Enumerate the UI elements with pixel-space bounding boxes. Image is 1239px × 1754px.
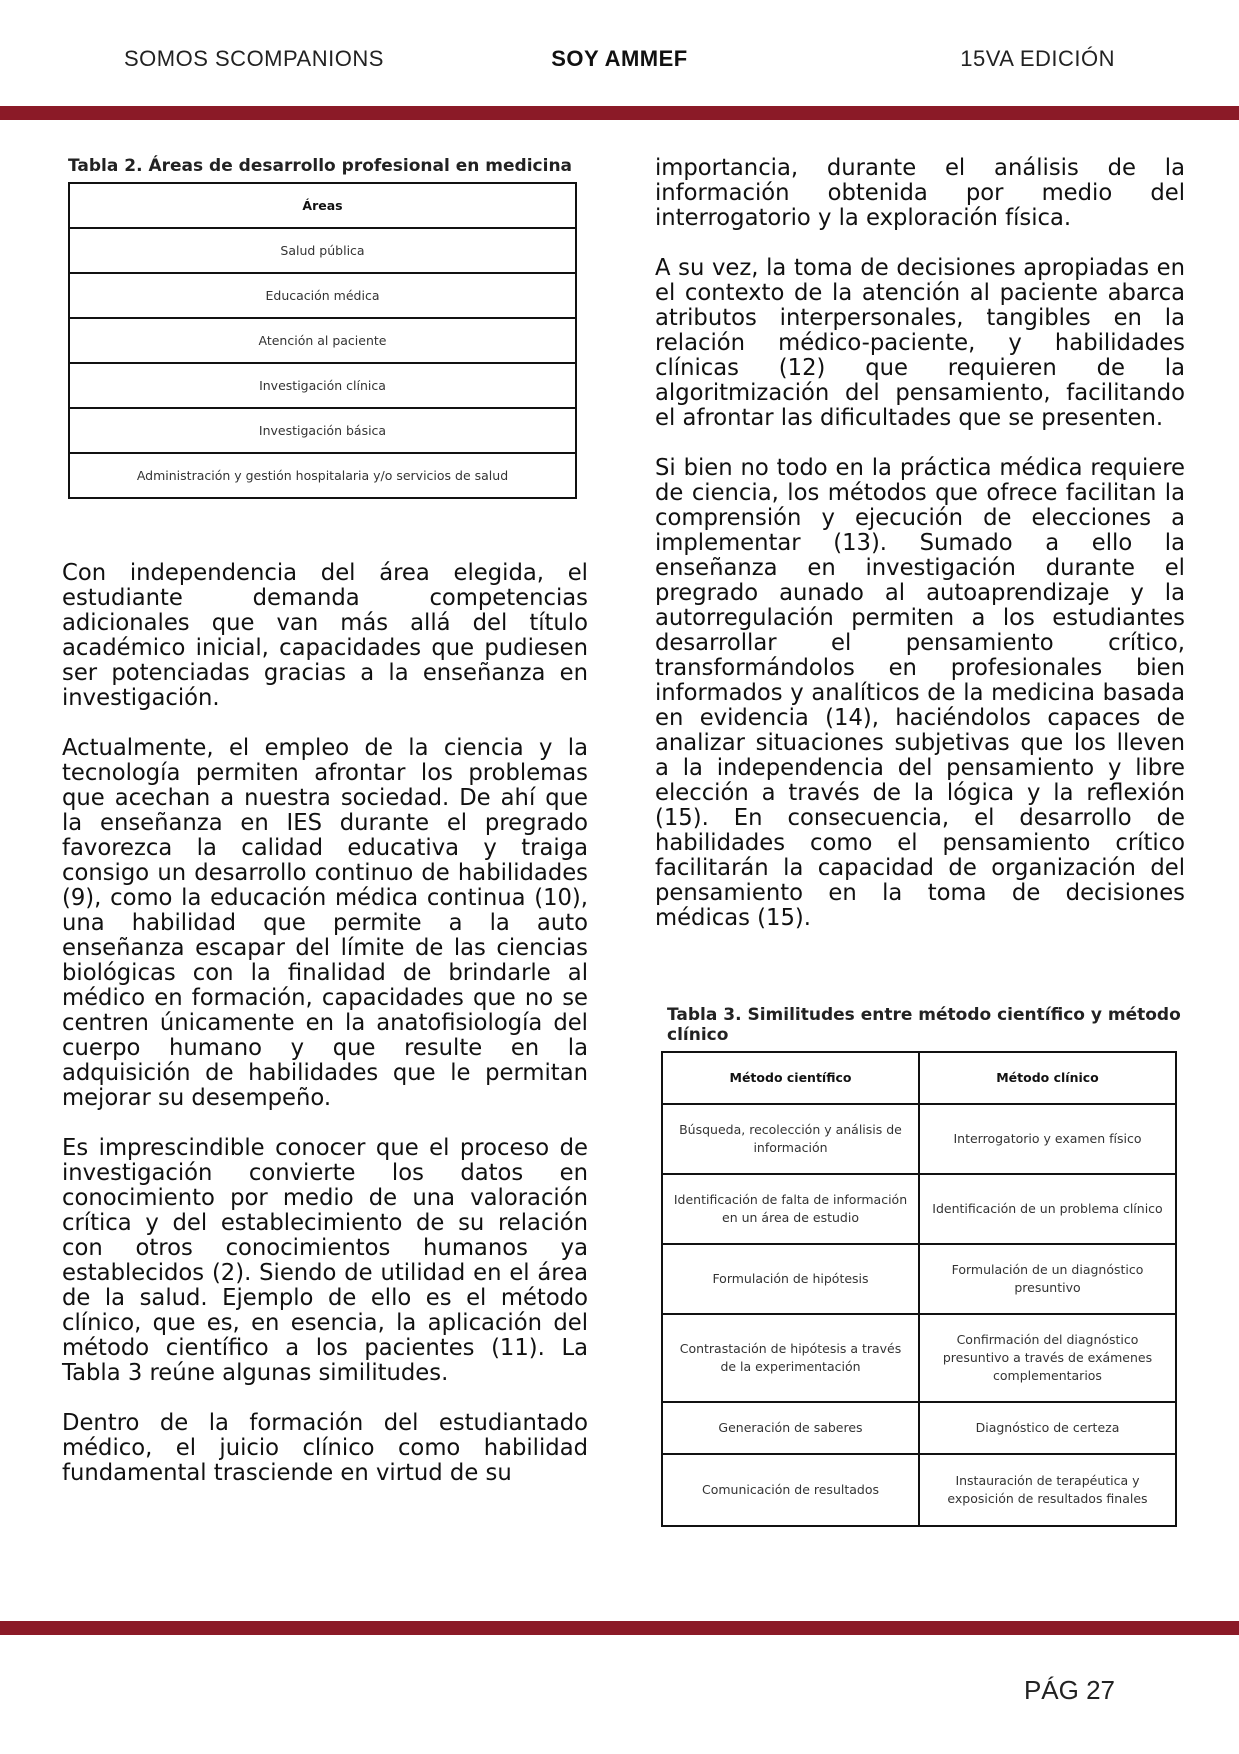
header-center-title: SOY AMMEF — [551, 46, 688, 71]
page-header — [0, 0, 1239, 110]
table2-header: Áreas — [69, 183, 576, 228]
table3-cell: Comunicación de resultados — [662, 1454, 919, 1526]
paragraph: Si bien no todo en la práctica médica requiere de ciencia, los métodos que ofrece facilitan la comprensión y ejecución de elecciones a implementar (13). Sumado a ello la enseñanza en investigación durante el pregrado aunado al autoaprendizaje y la autorregulación permiten a los estudiantes desarrollar el pensamiento crítico, transformándolos en profesionales bien informados y analíticos de la medicina basada en evidencia (14), haciéndolos capaces de analizar situaciones subjetivas que los lleven a la independencia del pensamiento y libre elección a través de la lógica y la reflexión (15). En consecuencia, el desarrollo de habilidades como el pensamiento crítico facilitarán la capacidad de organización del pensamiento en la toma de decisiones médicas (15). — [655, 455, 1185, 931]
table2-cell: Administración y gestión hospitalaria y/o servicios de salud — [69, 453, 576, 498]
paragraph: Dentro de la formación del estudiantado médico, el juicio clínico como habilidad fundamental trasciende en virtud de su — [62, 1410, 588, 1486]
table2-cell: Investigación clínica — [69, 363, 576, 408]
table3-caption: Tabla 3. Similitudes entre método científico y método clínico — [667, 1005, 1181, 1045]
table2-cell: Atención al paciente — [69, 318, 576, 363]
paragraph: A su vez, la toma de decisiones apropiadas en el contexto de la atención al paciente abarca atributos interpersonales, tangibles en la relación médico-paciente, y habilidades clínicas (12) que requieren de la algoritmización del pensamiento, facilitando el afrontar las dificultades que se presenten. — [655, 255, 1185, 431]
table3-cell: Identificación de un problema clínico — [919, 1174, 1176, 1244]
paragraph: Con independencia del área elegida, el estudiante demanda competencias adicionales que van más allá del título académico inicial, capacidades que pudiesen ser potenciadas gracias a la enseñanza en investigación. — [62, 560, 588, 711]
table3-cell: Diagnóstico de certeza — [919, 1402, 1176, 1454]
page-number: PÁG 27 — [1023, 1675, 1115, 1705]
table2-caption: Tabla 2. Áreas de desarrollo profesional en medicina — [68, 156, 573, 176]
table3-cell: Formulación de un diagnóstico presuntivo — [919, 1244, 1176, 1314]
table3-cell: Interrogatorio y examen físico — [919, 1104, 1176, 1174]
table3-cell: Formulación de hipótesis — [662, 1244, 919, 1314]
table2-cell: Salud pública — [69, 228, 576, 273]
table3-cell: Confirmación del diagnóstico presuntivo a través de exámenes complementarios — [919, 1314, 1176, 1402]
paragraph: importancia, durante el análisis de la información obtenida por medio del interrogatorio y la exploración física. — [655, 155, 1185, 231]
table3-cell: Identificación de falta de información en un área de estudio — [662, 1174, 919, 1244]
footer-rule — [0, 1621, 1239, 1635]
table3-block — [661, 1005, 1239, 1527]
table3-header-scientific: Método científico — [662, 1052, 919, 1104]
table3-cell: Instauración de terapéutica y exposición de resultados finales — [919, 1454, 1176, 1526]
table2-cell: Investigación básica — [69, 408, 576, 453]
table3-cell: Generación de saberes — [662, 1402, 919, 1454]
paragraph: Actualmente, el empleo de la ciencia y la tecnología permiten afrontar los problemas que acechan a nuestra sociedad. De ahí que la enseñanza en IES durante el pregrado favorezca la calidad educativa y traiga consigo un desarrollo continuo de habilidades (9), como la educación médica continua (10), una habilidad que permite a la auto enseñanza escapar del límite de las ciencias biológicas con la finalidad de brindarle al médico en formación, capacidades que no se centren únicamente en la anatofisiología del cuerpo humano y que resulte en la adquisición de habilidades que le permitan mejorar su desempeño. — [62, 735, 588, 1111]
header-left-text: SOMOS SCOMPANIONS — [124, 46, 384, 71]
table3 — [661, 1051, 1177, 1527]
right-column — [655, 156, 1185, 931]
table3-cell: Contrastación de hipótesis a través de la experimentación — [662, 1314, 919, 1402]
header-rule — [0, 106, 1239, 120]
left-column — [62, 156, 588, 1486]
table3-cell: Búsqueda, recolección y análisis de información — [662, 1104, 919, 1174]
table2 — [68, 182, 577, 499]
paragraph: Es imprescindible conocer que el proceso de investigación convierte los datos en conocimiento por medio de una valoración crítica y del establecimiento de su relación con otros conocimientos humanos ya establecidos (2). Siendo de utilidad en el área de la salud. Ejemplo de ello es el método clínico, que es, en esencia, la aplicación del método científico a los pacientes (11). La Tabla 3 reúne algunas similitudes. — [62, 1135, 588, 1386]
table2-cell: Educación médica — [69, 273, 576, 318]
table3-header-clinical: Método clínico — [919, 1052, 1176, 1104]
header-right-text: 15VA EDICIÓN — [960, 46, 1115, 71]
